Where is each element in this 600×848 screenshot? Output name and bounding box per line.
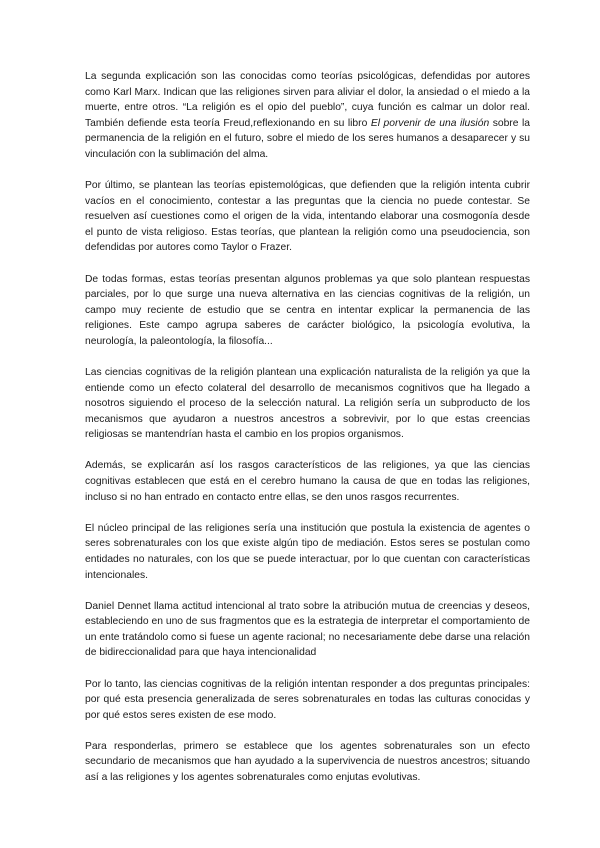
- paragraph-two-questions: Por lo tanto, las ciencias cognitivas de la religión intentan responder a dos preguntas principales: por qué esta presencia generalizada de seres sobrenaturales en todas las culturas conocidas y por qué estos seres existen de ese modo.: [85, 678, 530, 721]
- paragraph-recurrent-traits: Además, se explicarán así los rasgos característicos de las religiones, ya que las ciencias cognitivas establecen que está en el cerebro humano la causa de que en todas las religiones, incluso si no han entrado en contacto entre ellas, se den unos rasgos recurrentes.: [85, 460, 530, 503]
- paragraph-psychological-theories: [85, 69, 530, 163]
- paragraph-epistemological-theories: Por último, se plantean las teorías epistemológicas, que defienden que la religión intenta cubrir vacíos en el conocimiento, contestar a las preguntas que la ciencia no puede contestar. Se resuelven así cuestiones como el origen de la vida, intentando elaborar una cosmogonía desde el punto de vista religioso. Estas teorías, que plantean la religión como una pseudociencia, son defendidas por autores como Taylor o Frazer.: [85, 180, 530, 254]
- paragraph-cognitive-sciences-intro: De todas formas, estas teorías presentan algunos problemas ya que solo plantean respuestas parciales, por lo que surge una nueva alternativa en las ciencias cognitivas de la religión, un campo muy reciente de estudio que se centra en intentar explicar la permanencia de las religiones. Este campo agrupa saberes de carácter biológico, la psicología evolutiva, la neurología, la paleontología, la filosofía...: [85, 273, 530, 347]
- book-title: El porvenir de una ilusión: [370, 117, 490, 129]
- paragraph-dennett-intentional-stance: Daniel Dennet llama actitud intencional al trato sobre la atribución mutua de creencias y deseos, estableciendo en uno de sus fragmentos que es la estrategia de interpretar el comportamiento de un ente tratándolo como si fuese un agente racional; no necesariamente debe darse una relación de bidireccionalidad para que haya intencionalidad: [85, 600, 530, 659]
- paragraph-evolutionary-spandrels: Para responderlas, primero se establece que los agentes sobrenaturales son un efecto secundario de mecanismos que han ayudado a la supervivencia de nuestros ancestros; situando así a las religiones y los agentes sobrenaturales como enjutas evolutivas.: [85, 740, 530, 783]
- paragraph-supernatural-agents: El núcleo principal de las religiones sería una institución que postula la existencia de agentes o seres sobrenaturales con los que existe algún tipo de mediación. Estos seres se postulan como entidades no naturales, con los que se puede interactuar, por lo que cuentan con características intencionales.: [85, 522, 530, 581]
- paragraph-naturalistic-explanation: Las ciencias cognitivas de la religión plantean una explicación naturalista de la religión ya que la entiende como un efecto colateral del desarrollo de mecanismos cognitivos que ha llegado a nosotros siguiendo el proceso de la selección natural. La religión sería un subproducto de los mecanismos que ayudaron a nuestros ancestros a sobrevivir, por lo que estas creencias religiosas se mantendrían hasta el cambio en los propios organismos.: [85, 367, 530, 441]
- paragraph-text: La segunda explicación son las conocidas como teorías psicológicas, defendidas por autores como Karl Marx. Indican que las religiones sirven para aliviar el dolor, la ansiedad o el miedo a la muerte, entre otros. “La religión es el opio del pueblo”, cuya función es calmar un dolor real. También defiende esta teoría Freud,reflexionando en su libro: [85, 71, 530, 129]
- paragraph-text: sobre la permanencia de la religión en el futuro, sobre el miedo de los seres humanos a desaparecer y su vinculación con la sublimación del alma.: [85, 117, 531, 160]
- document-body: [85, 69, 530, 801]
